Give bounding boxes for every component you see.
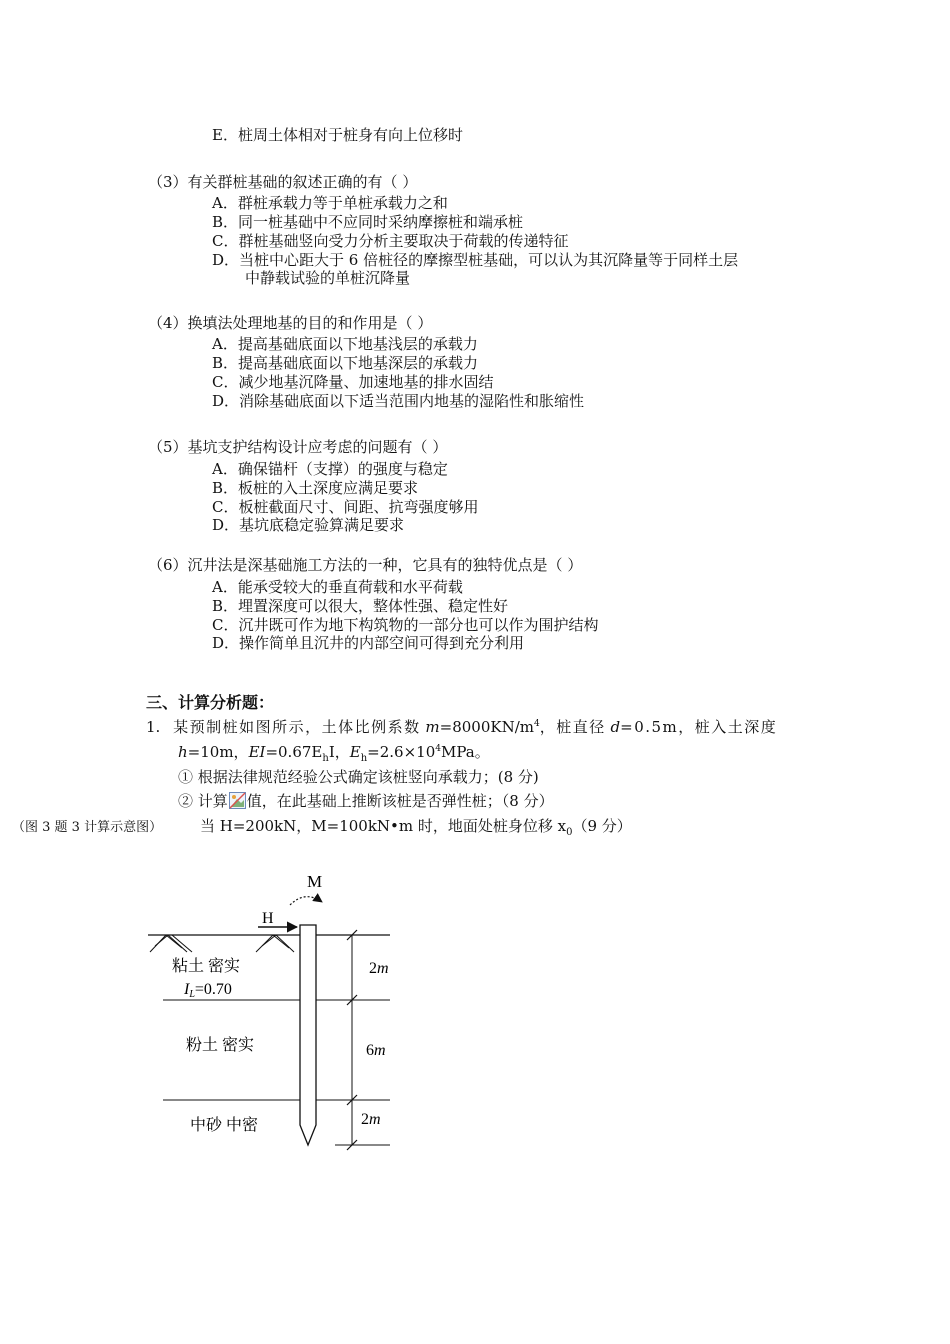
dim-label-1: 2m [369, 960, 389, 977]
ground-hatch-right [256, 935, 294, 952]
moment-arrow [290, 897, 322, 905]
q6-option-d: D．操作简单且沉井的内部空间可得到充分利用 [212, 634, 525, 652]
q4-option-d: D．消除基础底面以下适当范围内地基的湿陷性和胀缩性 [212, 392, 585, 410]
q6-option-a: A．能承受较大的垂直荷载和水平荷载 [212, 578, 463, 596]
value-eh-exp: 4 [435, 744, 441, 754]
q4-option-c: C．减少地基沉降量、加速地基的排水固结 [212, 373, 494, 391]
value-d: =0.5m，桩入土深度 [620, 718, 778, 736]
sub-question-3-sub: 0 [566, 827, 573, 838]
q5-stem: （5）基坑支护结构设计应考虑的问题有（ ） [148, 438, 448, 456]
problem-1-line-2 [178, 741, 490, 764]
sub-question-2-a: ② 计算 [178, 792, 228, 810]
q3-stem: （3）有关群桩基础的叙述正确的有（ ） [148, 173, 418, 191]
dim-label-2: 6m [366, 1042, 386, 1059]
pile [300, 925, 316, 1145]
layer-1-label: 粘土 密实 [172, 958, 241, 975]
value-m-exp: 4 [533, 719, 540, 729]
symbol-m: m [425, 718, 440, 736]
section-title: 三、计算分析题： [146, 693, 275, 712]
problem-text-a: 某预制桩如图所示，土体比例系数 [173, 718, 421, 736]
q5-option-b: B．板桩的入土深度应满足要求 [212, 479, 419, 497]
value-m: =8000KN/m [439, 718, 534, 736]
value-eh: =2.6×10 [367, 743, 436, 761]
q4-stem: （4）换填法处理地基的目的和作用是（ ） [148, 314, 433, 332]
q6-stem: （6）沉井法是深基础施工方法的一种，它具有的独特优点是（ ） [148, 556, 583, 574]
symbol-h: h [178, 743, 188, 761]
q2-option-e: E．桩周土体相对于桩身有向上位移时 [212, 126, 463, 144]
q5-option-a: A．确保锚杆（支撑）的强度与稳定 [212, 460, 448, 478]
q3-option-c: C．群桩基础竖向受力分析主要取决于荷载的传递特征 [212, 232, 569, 250]
q6-option-c: C．沉井既可作为地下构筑物的一部分也可以作为围护结构 [212, 616, 599, 634]
q6-option-b: B．埋置深度可以很大，整体性强、稳定性好 [212, 597, 509, 615]
q5-option-c: C．板桩截面尺寸、间距、抗弯强度够用 [212, 498, 479, 516]
dim-label-3: 2m [361, 1111, 381, 1128]
q5-option-d: D．基坑底稳定验算满足要求 [212, 516, 405, 534]
q4-option-b: B．提高基础底面以下地基深层的承载力 [212, 354, 479, 372]
layer-3-label: 中砂 中密 [190, 1117, 259, 1134]
value-ei: =0.67E [265, 743, 323, 761]
value-ei-sub: h [322, 753, 329, 764]
q3-option-b: B．同一桩基础中不应同时采纳摩擦桩和端承桩 [212, 213, 524, 231]
q4-option-a: A．提高基础底面以下地基浅层的承载力 [212, 335, 478, 353]
layer-1-il: IL=0.70 [184, 981, 232, 1000]
sub-question-3-a: 当 H=200kN，M=100kN•m 时，地面处桩身位移 x [200, 817, 567, 835]
value-h: =10m， [187, 743, 249, 761]
q3-option-d: D．当桩中心距大于 6 倍桩径的摩擦型桩基础，可以认为其沉降量等于同样土层 [212, 251, 739, 269]
figure-caption: （图 3 题 3 计算示意图） [12, 820, 163, 835]
problem-number: 1. [146, 718, 161, 736]
broken-image-icon [229, 792, 246, 809]
value-eh-unit: MPa。 [440, 743, 490, 761]
label-m: M [307, 872, 323, 891]
q3-option-d-cont: 中静载试验的单桩沉降量 [245, 269, 411, 287]
symbol-eh-sub: h [360, 753, 368, 764]
problem-1-line-1 [146, 716, 777, 737]
layer-2-label: 粉土 密实 [186, 1037, 255, 1054]
problem-text-b: ，桩直径 [539, 718, 606, 736]
symbol-eh: E [349, 743, 361, 761]
sub-question-2 [178, 790, 554, 811]
symbol-ei: EI [248, 743, 266, 761]
label-h: H [262, 910, 274, 927]
ground-hatch-left [150, 935, 192, 952]
sub-question-2-b: 值，在此基础上推断该桩是否弹性桩；（8 分） [246, 792, 554, 810]
sub-question-3-b: （9 分） [572, 817, 632, 835]
symbol-d: d [610, 718, 621, 736]
q3-option-a: A．群桩承载力等于单桩承载力之和 [212, 194, 448, 212]
pile-diagram [140, 865, 410, 1160]
sub-question-1: ① 根据法律规范经验公式确定该桩竖向承载力；(8 分) [178, 768, 539, 786]
sub-question-3 [200, 815, 632, 838]
value-ei-i: I， [328, 743, 350, 761]
